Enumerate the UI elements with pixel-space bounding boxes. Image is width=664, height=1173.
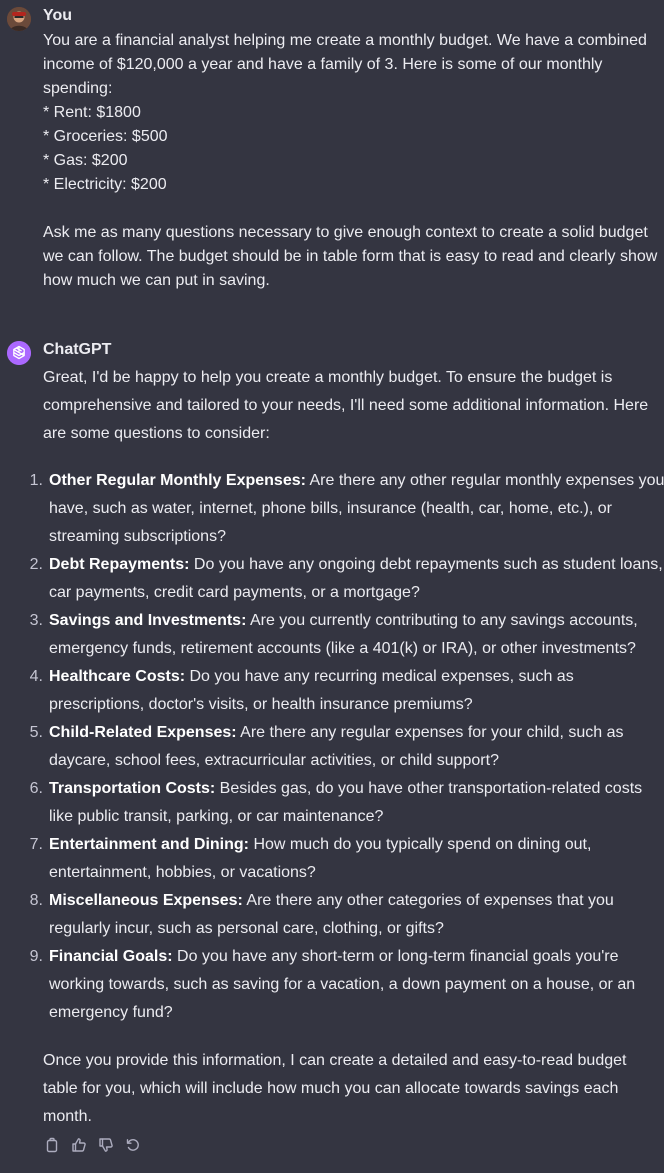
user-line: Ask me as many questions necessary to give enough context to create a solid budget <box>43 224 648 241</box>
list-item-title: Savings and Investments: <box>49 612 247 629</box>
list-item-number: 9. <box>29 948 43 965</box>
user-author-name: You <box>43 7 73 24</box>
list-item-body: streaming subscriptions? <box>49 528 226 545</box>
user-line: how much we can put in saving. <box>43 272 270 289</box>
list-item-body: Do you have any recurring medical expenses, such as <box>185 668 574 685</box>
user-line: income of $120,000 a year and have a family of 3. Here is some of our monthly <box>43 56 603 73</box>
list-item-body: Do you have any short-term or long-term financial goals you're <box>172 948 619 965</box>
list-item-body: Are there any other categories of expenses that you <box>242 892 614 909</box>
list-item-body: prescriptions, doctor's visits, or health insurance premiums? <box>49 696 473 713</box>
list-item-title: Child-Related Expenses: <box>49 724 237 741</box>
list-item-text <box>49 551 663 607</box>
list-item-number: 3. <box>29 612 43 629</box>
assistant-author-name: ChatGPT <box>43 341 112 358</box>
list-item-body: Are there any other regular monthly expenses you <box>305 472 664 489</box>
user-line: we can follow. The budget should be in table form that is easy to read and clearly show <box>43 248 658 265</box>
list-item-body: emergency funds, retirement accounts (like a 401(k) or IRA), or other investments? <box>49 640 636 657</box>
user-line: spending: <box>43 80 113 97</box>
list-item-body: emergency fund? <box>49 1004 173 1021</box>
list-item-body: regularly incur, such as personal care, clothing, or gifts? <box>49 920 444 937</box>
user-line-blank <box>43 197 655 221</box>
list-item-title: Entertainment and Dining: <box>49 836 249 853</box>
intro-line: comprehensive and tailored to your needs, I'll need some additional information. Here <box>43 397 649 414</box>
list-item-number: 6. <box>29 780 43 797</box>
list-item-text <box>49 663 655 719</box>
list-item-body: working towards, such as saving for a vacation, a down payment on a house, or an <box>49 976 636 993</box>
user-message-text <box>43 29 658 293</box>
user-line: * Rent: $1800 <box>43 104 141 121</box>
list-item-text <box>49 831 655 887</box>
list-item-body: Are there any regular expenses for your child, such as <box>236 724 624 741</box>
list-item-body: How much do you typically spend on dining out, <box>249 836 592 853</box>
list-item-number: 7. <box>29 836 43 853</box>
user-line: * Gas: $200 <box>43 152 128 169</box>
list-item-number: 2. <box>29 556 43 573</box>
openai-logo-icon <box>7 341 31 365</box>
list-item-text <box>49 719 655 775</box>
list-item-title: Other Regular Monthly Expenses: <box>49 472 306 489</box>
list-item-number: 4. <box>29 668 43 685</box>
list-item-number: 8. <box>29 892 43 909</box>
list-item-body: car payments, credit card payments, or a mortgage? <box>49 584 420 601</box>
list-item-title: Healthcare Costs: <box>49 668 186 685</box>
outro-line: month. <box>43 1108 92 1125</box>
list-item-body: Do you have any ongoing debt repayments such as student loans, <box>189 556 663 573</box>
list-item-text <box>49 943 655 1027</box>
message-actions <box>43 1136 142 1160</box>
list-item-body: Besides gas, do you have other transportation-related costs <box>215 780 643 797</box>
assistant-intro <box>43 364 655 448</box>
intro-line: Great, I'd be happy to help you create a monthly budget. To ensure the budget is <box>43 369 613 386</box>
thumbs-down-icon[interactable] <box>97 1136 115 1154</box>
list-item-body: entertainment, hobbies, or vacations? <box>49 864 316 881</box>
list-item-text <box>49 467 664 551</box>
user-avatar <box>7 7 31 31</box>
intro-line: are some questions to consider: <box>43 425 270 442</box>
list-item-number: 1. <box>29 472 43 489</box>
list-item-title: Miscellaneous Expenses: <box>49 892 243 909</box>
list-item-text <box>49 607 655 663</box>
list-item-text <box>49 775 655 831</box>
list-item-body: daycare, school fees, extracurricular activities, or child support? <box>49 752 499 769</box>
outro-line: table for you, which will include how much you can allocate towards savings each <box>43 1080 619 1097</box>
list-item-text <box>49 887 655 943</box>
list-item-title: Debt Repayments: <box>49 556 190 573</box>
list-item-title: Financial Goals: <box>49 948 173 965</box>
list-item-number: 5. <box>29 724 43 741</box>
regenerate-icon[interactable] <box>124 1136 142 1154</box>
list-item-body: Are you currently contributing to any savings accounts, <box>246 612 638 629</box>
copy-icon[interactable] <box>43 1136 61 1154</box>
thumbs-up-icon[interactable] <box>70 1136 88 1154</box>
assistant-outro <box>43 1047 655 1131</box>
outro-line: Once you provide this information, I can create a detailed and easy-to-read budget <box>43 1052 627 1069</box>
chatgpt-avatar <box>7 341 31 365</box>
user-line: * Electricity: $200 <box>43 176 167 193</box>
user-line: You are a financial analyst helping me create a monthly budget. We have a combined <box>43 32 647 49</box>
list-item-body: like public transit, parking, or car maintenance? <box>49 808 384 825</box>
list-item-title: Transportation Costs: <box>49 780 216 797</box>
list-item-body: have, such as water, internet, phone bills, insurance (health, car, home, etc.), or <box>49 500 612 517</box>
user-line: * Groceries: $500 <box>43 128 168 145</box>
